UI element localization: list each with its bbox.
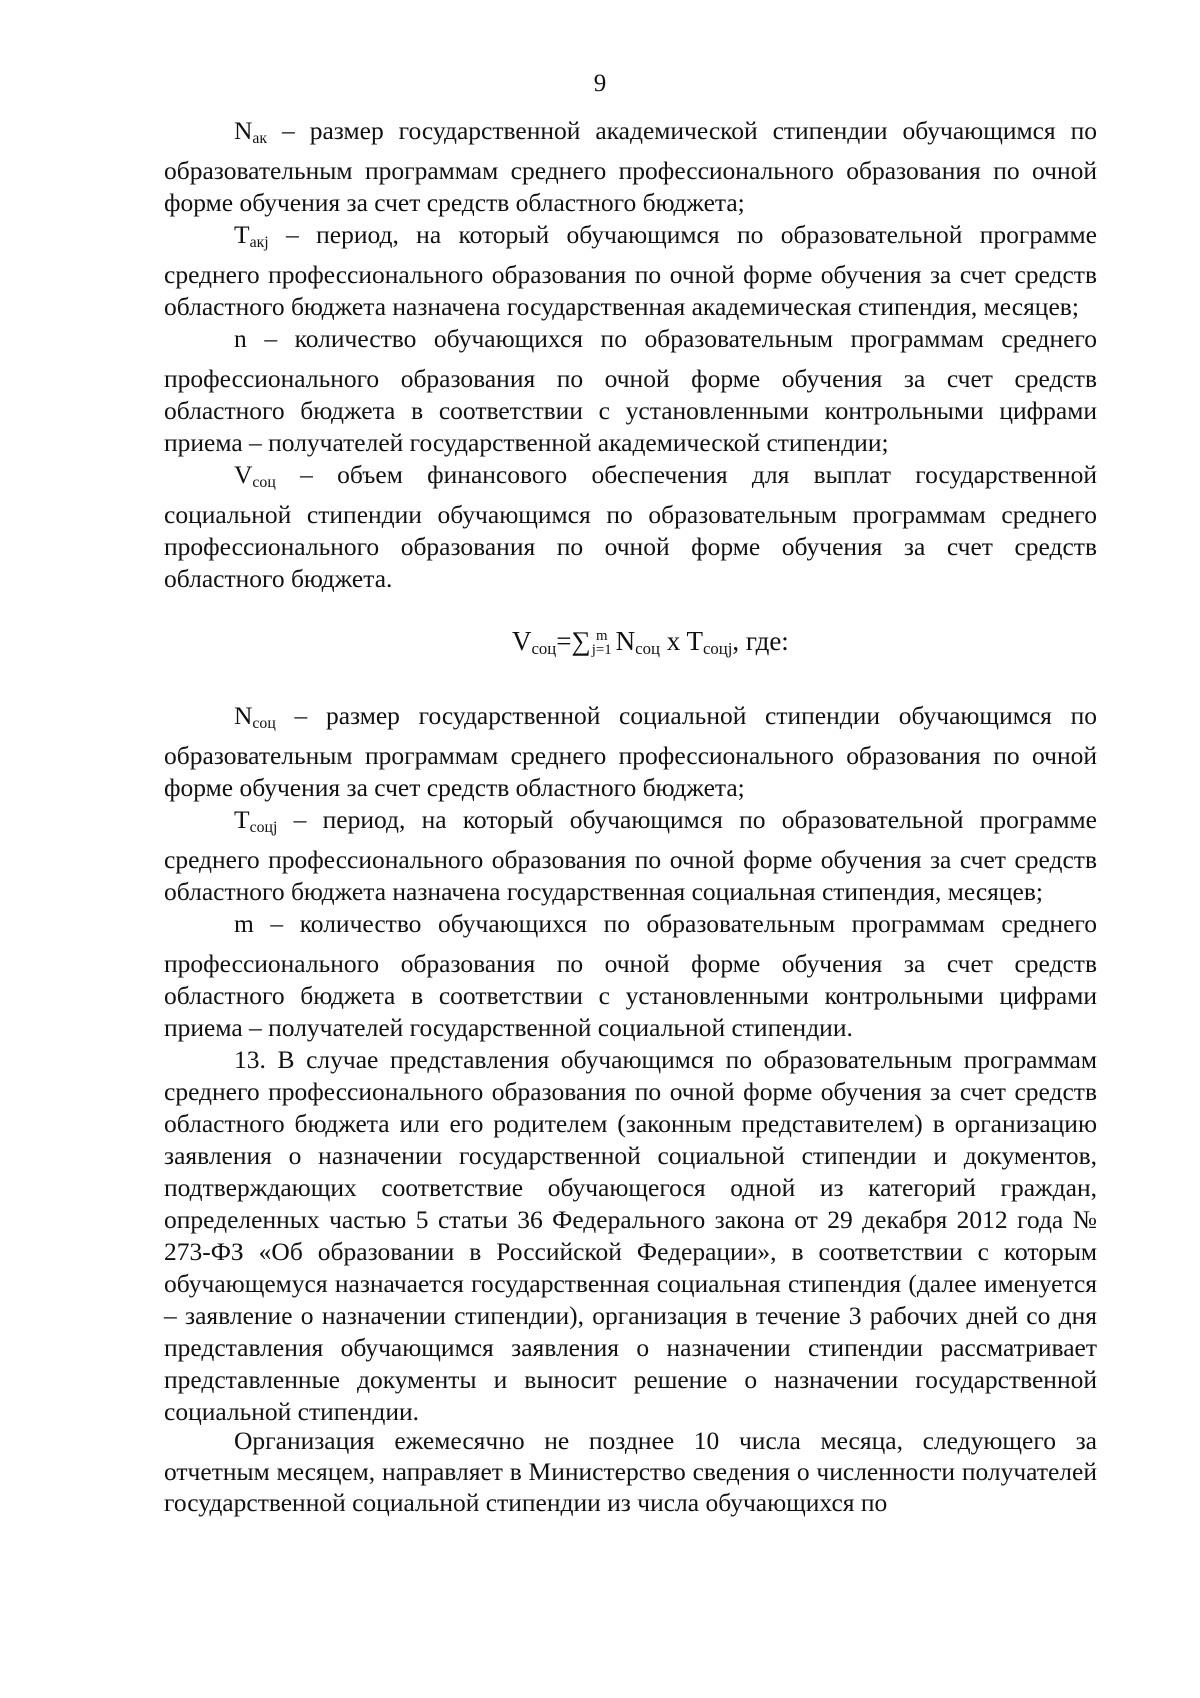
definition-paragraph: $T_{соцj}$ – период, на который обучающимся по образовательной программе среднего профессионального образования по очной форме обучения за счет средств областного бюджета назначена государственная социальная стипендия, месяцев; [164,804,1097,906]
final-paragraph: Организация ежемесячно не позднее 10 числа месяца, следующего за отчетным месяцем, направляет в Министерство сведения о численности получателей государственной социальной стипендии из числа обучающихся по [164,1426,1097,1517]
social-scholarship-formula: $V_{соц}=\sum$ m j=1 $N_{соц}$ x $T_{соцj}$, где: [512,626,789,659]
definition-paragraph: $N_{соц}$ – размер государственной социальной стипендии обучающимся по образовательным программам среднего профессионального образования по очной форме обучения за счет средств областного бюджета; [164,701,1097,802]
section-13-paragraph: 13. В случае представления обучающимся по образовательным программам среднего профессионального образования по очной форме обучения за счет средств областного бюджета или его родителем (законным представителем) в организацию заявления о назначении государственной социальной стипендии и документов, подтверждающих соответствие обучающегося одной из категорий граждан, определенных частью 5 статьи 36 Федерального закона от 29 декабря 2012 года № 273-ФЗ «Об образовании в Российской Федерации», в соответствии с которым обучающемуся назначается государственная социальная стипендия (далее именуется – заявление о назначении стипендии), организация в течение 3 рабочих дней со дня представления обучающимся заявления о назначении стипендии рассматривает представленные документы и выносит решение о назначении государственной социальной стипендии. [164,1044,1097,1426]
definitions-block-social [164,700,1097,1428]
page-number: 9 [593,70,607,97]
definition-paragraph: m – количество обучающихся по образовательным программам среднего профессионального образования по очной форме обучения за счет средств областного бюджета в соответствии с установленными контрольными цифрами приема – получателей государственной социальной стипендии. [164,908,1097,1042]
definition-paragraph: $N_{ак}$ – размер государственной академической стипендии обучающимся по образовательным программам среднего профессионального образования по очной форме обучения за счет средств областного бюджета; [164,116,1097,217]
definition-paragraph: n – количество обучающихся по образовательным программам среднего профессионального образования по очной форме обучения за счет средств областного бюджета в соответствии с установленными контрольными цифрами приема – получателей государственной академической стипендии; [164,323,1097,457]
definition-paragraph: $V_{соц}$ – объем финансового обеспечения для выплат государственной социальной стипендии обучающимся по образовательным программам среднего профессионального образования по очной форме обучения за счет средств областного бюджета. [164,459,1097,593]
definitions-block-academic [164,115,1097,595]
definition-paragraph: $T_{акj}$ – период, на который обучающимся по образовательной программе среднего профессионального образования по очной форме обучения за счет средств областного бюджета назначена государственная академическая стипендия, месяцев; [164,219,1097,321]
final-paragraph-block [164,1425,1097,1518]
sum-limits: m j=1 [591,628,612,658]
sum-operator: ∑ m j=1 [571,626,612,658]
